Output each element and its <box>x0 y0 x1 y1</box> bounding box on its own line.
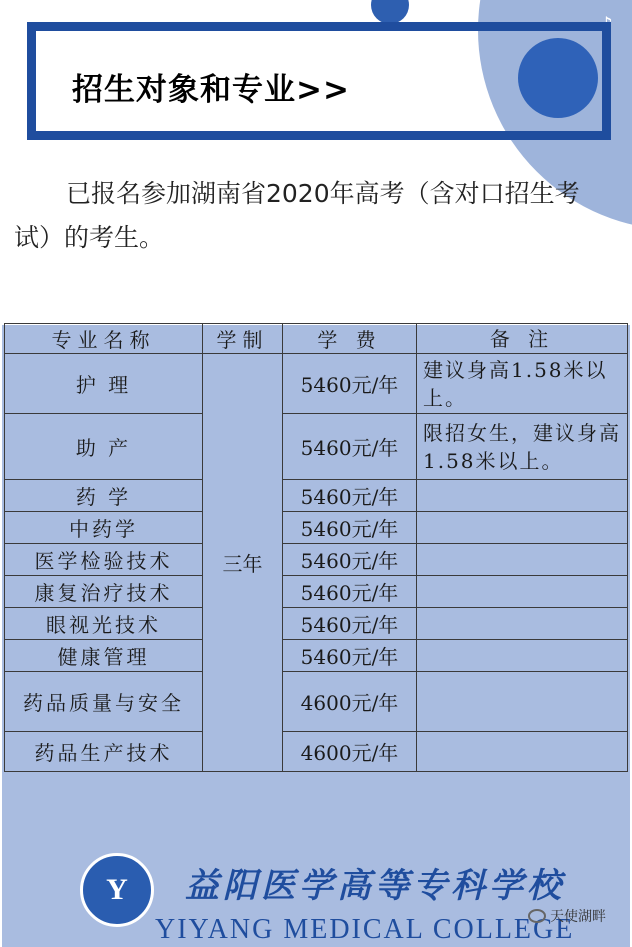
note-cell <box>417 732 628 772</box>
school-logo: Y <box>80 853 154 927</box>
duration-cell: 三年 <box>203 354 283 772</box>
table-row <box>5 672 628 732</box>
fee-cell: 5460元/年 <box>283 576 417 608</box>
major-name: 护 理 <box>5 354 203 414</box>
fee-cell: 5460元/年 <box>283 608 417 640</box>
fee-cell: 4600元/年 <box>283 732 417 772</box>
school-name-english: YIYANG MEDICAL COLLEGE <box>155 914 575 945</box>
table-row <box>5 608 628 640</box>
section-title: 招生对象和专业>> <box>72 72 350 108</box>
header-duration: 学制 <box>203 324 283 354</box>
note-cell: 限招女生，建议身高1.58米以上。 <box>417 414 628 480</box>
table-row <box>5 732 628 772</box>
header-major: 专业名称 <box>5 324 203 354</box>
note-cell <box>417 480 628 512</box>
table-header-row <box>5 324 628 354</box>
intro-paragraph: 已报名参加湖南省2020年高考（含对口招生考试）的考生。 <box>14 179 580 252</box>
fee-cell: 5460元/年 <box>283 640 417 672</box>
note-cell <box>417 576 628 608</box>
fee-cell: 5460元/年 <box>283 354 417 414</box>
note-cell <box>417 640 628 672</box>
table-row <box>5 354 628 414</box>
header-note: 备 注 <box>417 324 628 354</box>
wechat-account-label: 天使湖畔 <box>550 909 606 925</box>
table-row <box>5 640 628 672</box>
header-fee: 学 费 <box>283 324 417 354</box>
table-row <box>5 544 628 576</box>
wechat-account-tag[interactable] <box>528 906 606 926</box>
fee-cell: 4600元/年 <box>283 672 417 732</box>
fee-cell: 5460元/年 <box>283 512 417 544</box>
majors-fee-table <box>4 323 628 772</box>
major-name: 眼视光技术 <box>5 608 203 640</box>
table-row <box>5 480 628 512</box>
major-name: 健康管理 <box>5 640 203 672</box>
table-row <box>5 414 628 480</box>
note-cell <box>417 512 628 544</box>
note-cell <box>417 608 628 640</box>
school-name-chinese: 益阳医学高等专科学校 <box>185 866 565 906</box>
note-cell: 建议身高1.58米以上。 <box>417 354 628 414</box>
fee-cell: 5460元/年 <box>283 544 417 576</box>
note-cell <box>417 672 628 732</box>
major-name: 药 学 <box>5 480 203 512</box>
background-circle-small <box>371 0 409 24</box>
major-name: 中药学 <box>5 512 203 544</box>
fee-cell: 5460元/年 <box>283 480 417 512</box>
fee-cell: 5460元/年 <box>283 414 417 480</box>
note-cell <box>417 544 628 576</box>
major-name: 药品生产技术 <box>5 732 203 772</box>
major-name: 医学检验技术 <box>5 544 203 576</box>
major-name: 助 产 <box>5 414 203 480</box>
music-icon[interactable]: ♪ <box>600 12 613 36</box>
wechat-icon <box>528 909 546 923</box>
major-name: 康复治疗技术 <box>5 576 203 608</box>
major-name: 药品质量与安全 <box>5 672 203 732</box>
table-row <box>5 576 628 608</box>
table-row <box>5 512 628 544</box>
